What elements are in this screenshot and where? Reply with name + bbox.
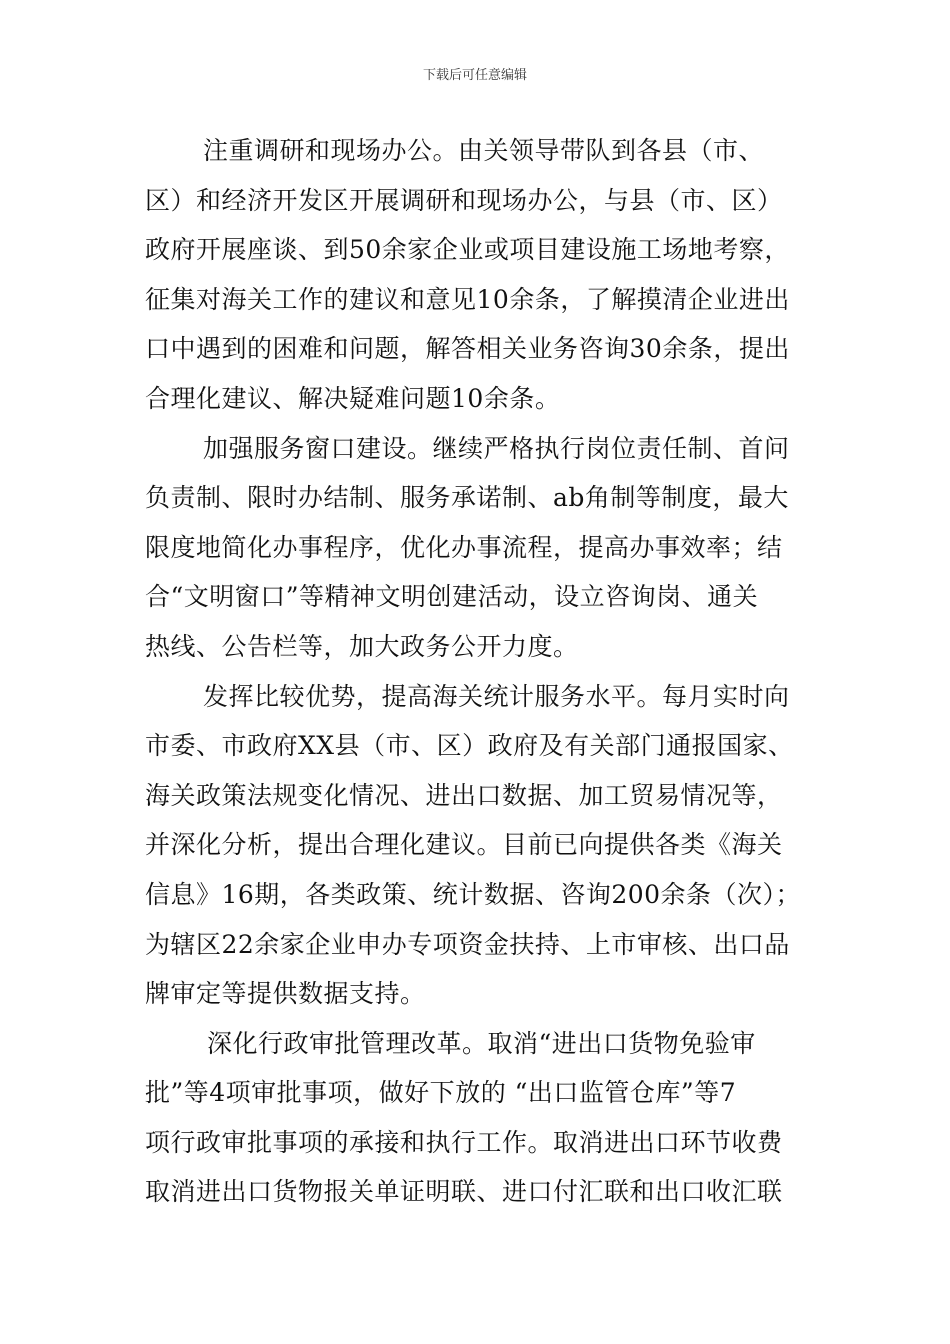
text-line: 口中遇到的困难和问题，解答相关业务咨询30余条，提出 xyxy=(145,334,790,364)
text-line: 项行政审批事项的承接和执行工作。取消进出口环节收费 xyxy=(145,1127,783,1157)
text-line: 征集对海关工作的建议和意见10余条，了解摸清企业进出 xyxy=(145,284,790,314)
text-line: 深化行政审批管理改革。取消“进出口货物免验审 xyxy=(207,1028,756,1058)
paragraph-service-window xyxy=(145,424,813,672)
text-line: 限度地简化办事程序，优化办事流程，提高办事效率；结 xyxy=(145,532,783,562)
text-line: 发挥比较优势，提高海关统计服务水平。每月实时向 xyxy=(203,681,790,711)
text-line: 批”等4项审批事项，做好下放的 “出口监管仓库”等7 xyxy=(145,1078,737,1108)
paragraph-statistics-service xyxy=(145,672,813,1019)
text-line: 热线、公告栏等，加大政务公开力度。 xyxy=(145,631,579,661)
text-line: 加强服务窗口建设。继续严格执行岗位责任制、首问 xyxy=(203,433,790,463)
text-line: 牌审定等提供数据支持。 xyxy=(145,979,426,1009)
text-line: 并深化分析，提出合理化建议。目前已向提供各类《海关 xyxy=(145,830,783,860)
text-line: 信息》16期，各类政策、统计数据、咨询200余条（次）； xyxy=(145,879,802,909)
text-line: 政府开展座谈、到50余家企业或项目建设施工场地考察， xyxy=(145,235,790,265)
text-line: 为辖区22余家企业申办专项资金扶持、上市审核、出口品 xyxy=(145,929,790,959)
text-line: 取消进出口货物报关单证明联、进口付汇联和出口收汇联 xyxy=(145,1177,783,1207)
text-line: 注重调研和现场办公。由关领导带队到各县（市、 xyxy=(203,136,765,165)
text-line: 负责制、限时办结制、服务承诺制、ab角制等制度，最大 xyxy=(145,483,789,513)
text-line: 海关政策法规变化情况、进出口数据、加工贸易情况等， xyxy=(145,780,783,810)
page-header-note: 下载后可任意编辑 xyxy=(422,68,527,83)
paragraph-approval-reform xyxy=(145,1019,813,1217)
text-line: 市委、市政府XX县（市、区）政府及有关部门通报国家、 xyxy=(145,731,794,761)
text-line: 合理化建议、解决疑难问题10余条。 xyxy=(145,383,561,413)
paragraph-field-research xyxy=(145,126,813,424)
document-body xyxy=(145,126,813,1217)
text-line: 合“文明窗口”等精神文明创建活动，设立咨询岗、通关 xyxy=(145,582,759,612)
text-line: 区）和经济开发区开展调研和现场办公，与县（市、区） xyxy=(145,185,783,215)
